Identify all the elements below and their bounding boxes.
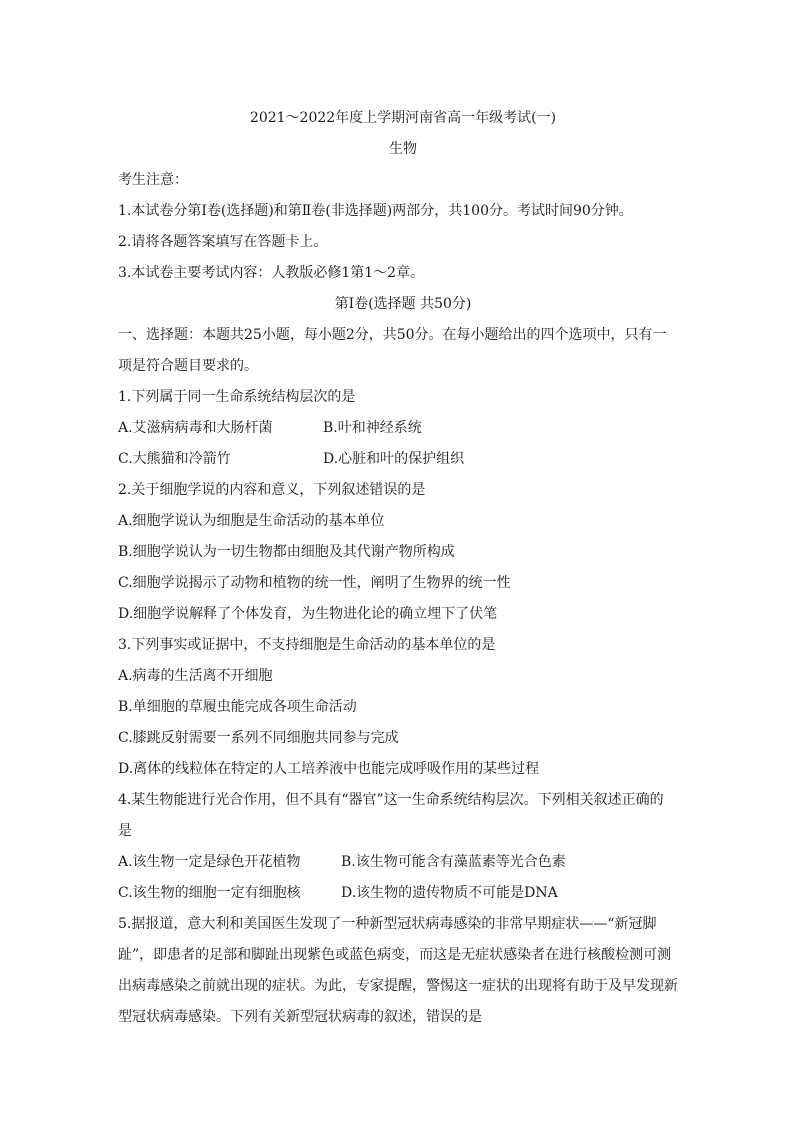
question-4-options-row-2 [118,878,688,909]
section-instructions-line-2: 项是符合题目要求的。 [118,358,258,374]
question-3-stem: 3.下列事实或证据中，不支持细胞是生命活动的基本单位的是 [118,637,496,653]
question-5-stem-line-2: 趾”，即患者的足部和脚趾出现紫色或蓝色病变，而这是无症状感染者在进行核酸检测可测 [118,947,672,963]
question-3-option-d: D.离体的线粒体在特定的人工培养液中也能完成呼吸作用的某些过程 [118,761,540,777]
part1-title: 第Ⅰ卷(选择题 共50分) [334,296,472,312]
question-2-stem: 2.关于细胞学说的内容和意义，下列叙述错误的是 [118,482,426,498]
question-1-option-d: D.心脏和叶的保护组织 [323,451,465,467]
question-4-stem-line-2: 是 [118,823,132,839]
question-4-option-c: C.该生物的细胞一定有细胞核 [118,885,301,901]
question-4-options-row-1 [118,847,688,878]
question-3-option-b: B.单细胞的草履虫能完成各项生命活动 [118,699,357,715]
question-2-option-b: B.细胞学说认为一切生物都由细胞及其代谢产物所构成 [118,544,455,560]
notice-item-2: 2.请将各题答案填写在答题卡上。 [118,234,328,250]
question-4-option-d: D.该生物的遗传物质不可能是DNA [341,885,558,901]
question-5-stem-line-1: 5.据报道，意大利和美国医生发现了一种新型冠状病毒感染的非常早期症状——“新冠脚 [118,916,657,932]
page-content [118,103,688,1033]
question-3-option-c: C.膝跳反射需要一系列不同细胞共同参与完成 [118,730,399,746]
question-1-stem: 1.下列属于同一生命系统结构层次的是 [118,389,356,405]
question-5-stem-line-3: 出病毒感染之前就出现的症状。为此，专家提醒，警惕这一症状的出现将有助于及早发现新 [118,978,678,994]
subject-title: 生物 [389,141,417,157]
notice-item-1: 1.本试卷分第Ⅰ卷(选择题)和第Ⅱ卷(非选择题)两部分，共100分。考试时间90分钟。 [118,203,633,219]
question-1-options-row-1 [118,413,688,444]
notice-item-3: 3.本试卷主要考试内容：人教版必修1第1～2章。 [118,265,425,281]
question-1-option-a: A.艾滋病病毒和大肠杆菌 [118,420,273,436]
question-2-option-d: D.细胞学说解释了个体发育，为生物进化论的确立埋下了伏笔 [118,606,498,622]
question-1-option-c: C.大熊猫和冷箭竹 [118,451,231,467]
question-4-option-a: A.该生物一定是绿色开花植物 [118,854,301,870]
question-4-option-b: B.该生物可能含有藻蓝素等光合色素 [341,854,566,870]
question-1-options-row-2 [118,444,688,475]
exam-title: 2021～2022年度上学期河南省高一年级考试(一) [249,110,557,126]
question-4-stem-line-1: 4.某生物能进行光合作用，但不具有“器官”这一生命系统结构层次。下列相关叙述正确的 [118,792,664,808]
question-1-option-b: B.叶和神经系统 [323,420,422,436]
question-5-stem-line-4: 型冠状病毒感染。下列有关新型冠状病毒的叙述，错误的是 [118,1009,482,1025]
question-3-option-a: A.病毒的生活离不开细胞 [118,668,273,684]
notice-heading: 考生注意： [118,172,188,188]
question-2-option-c: C.细胞学说揭示了动物和植物的统一性，阐明了生物界的统一性 [118,575,511,591]
question-2-option-a: A.细胞学说认为细胞是生命活动的基本单位 [118,513,385,529]
section-instructions-line-1: 一、选择题：本题共25小题，每小题2分，共50分。在每小题给出的四个选项中，只有一 [118,327,667,343]
